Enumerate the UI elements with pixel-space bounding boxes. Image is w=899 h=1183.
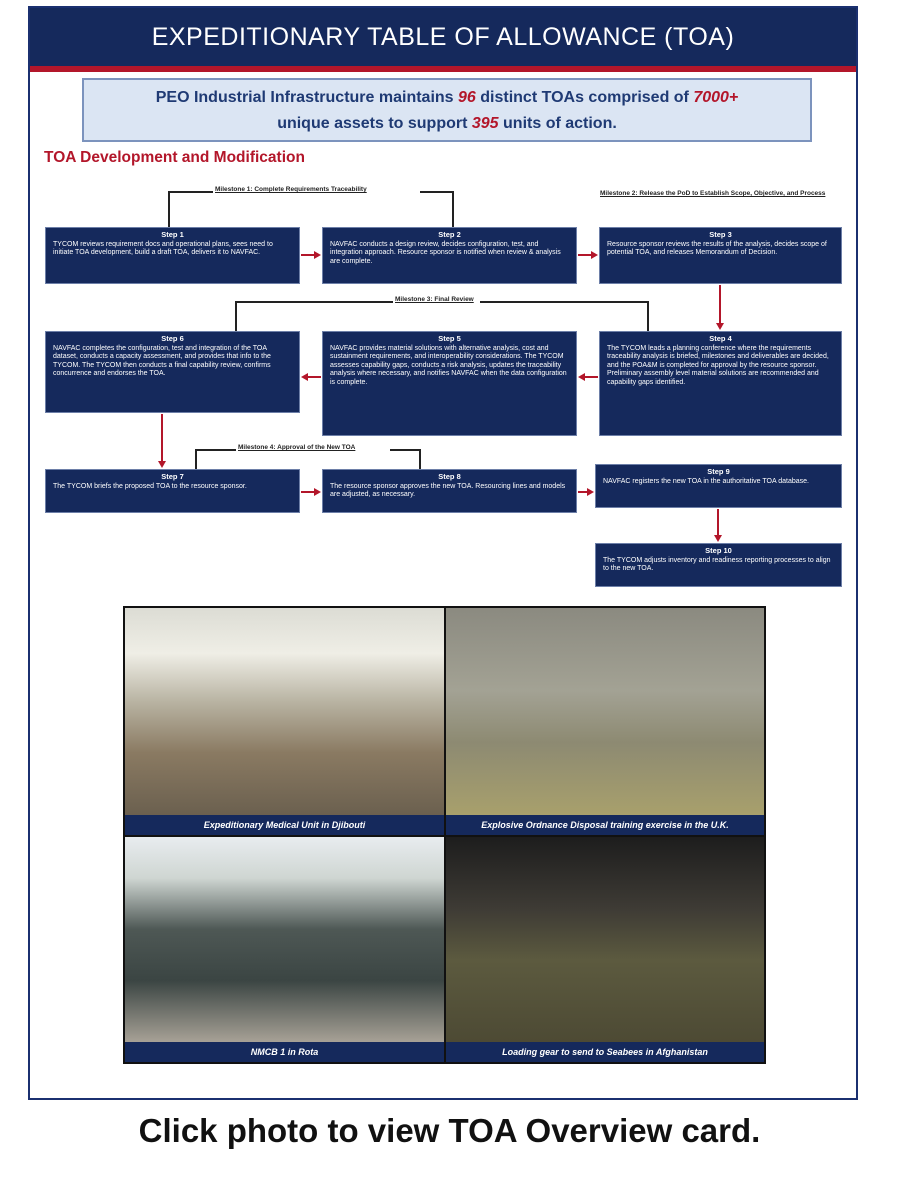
photo-eod-training[interactable] bbox=[446, 608, 764, 835]
arrow-1-2-shaft bbox=[301, 254, 315, 256]
photo-loading-gear[interactable] bbox=[446, 837, 764, 1062]
photo-caption: NMCB 1 in Rota bbox=[125, 1042, 444, 1062]
summary-text-1: PEO Industrial Infrastructure maintains bbox=[155, 89, 459, 106]
milestone-4-bracket-right bbox=[390, 449, 420, 451]
header-divider bbox=[30, 66, 856, 72]
milestone-4-bracket-stem-right bbox=[419, 449, 421, 469]
arrow-down-icon bbox=[714, 535, 722, 542]
photo-medical-unit[interactable] bbox=[125, 608, 444, 835]
header-title: EXPEDITIONARY TABLE OF ALLOWANCE (TOA) bbox=[30, 8, 856, 66]
arrow-4-5-shaft bbox=[585, 376, 598, 378]
unit-count: 395 bbox=[471, 115, 499, 132]
step-5-title: Step 5 bbox=[438, 334, 461, 343]
step-9-box bbox=[595, 464, 842, 508]
milestone-2-label: Milestone 2: Release the PoD to Establish Scope, Objective, and Process bbox=[600, 190, 826, 197]
milestone-3-bracket-stem-right bbox=[647, 301, 649, 331]
step-2-box bbox=[322, 227, 577, 284]
milestone-1-bracket-stem-left bbox=[168, 191, 170, 227]
arrow-down-icon bbox=[158, 461, 166, 468]
step-9-title: Step 9 bbox=[707, 467, 730, 476]
arrow-7-8-shaft bbox=[301, 491, 315, 493]
photo-caption: Loading gear to send to Seabees in Afghanistan bbox=[446, 1042, 764, 1062]
step-4-title: Step 4 bbox=[709, 334, 732, 343]
photo-grid[interactable] bbox=[123, 606, 766, 1064]
arrow-right-icon bbox=[314, 488, 321, 496]
photo-caption: Expeditionary Medical Unit in Djibouti bbox=[125, 815, 444, 835]
milestone-4-label: Milestone 4: Approval of the New TOA bbox=[238, 444, 356, 451]
photo-image[interactable] bbox=[446, 608, 764, 815]
step-7-box bbox=[45, 469, 300, 513]
milestone-4-bracket-stem-left bbox=[195, 449, 197, 469]
step-8-title: Step 8 bbox=[438, 472, 461, 481]
step-1-text: TYCOM reviews requirement docs and operational plans, sees need to initiate TOA development, build a draft TOA, delivers it to NAVFAC. bbox=[53, 240, 273, 257]
step-7-text: The TYCOM briefs the proposed TOA to the resource sponsor. bbox=[53, 482, 247, 490]
milestone-4-bracket-left bbox=[195, 449, 236, 451]
summary-line-2 bbox=[84, 111, 810, 137]
step-7-title: Step 7 bbox=[161, 472, 184, 481]
summary-text-4: units of action. bbox=[498, 115, 617, 132]
milestone-3-label: Milestone 3: Final Review bbox=[395, 296, 474, 303]
arrow-3-4-shaft bbox=[719, 285, 721, 324]
step-10-text: The TYCOM adjusts inventory and readiness reporting processes to align to the new TOA. bbox=[603, 556, 831, 573]
summary-line-1 bbox=[84, 85, 810, 111]
milestone-1-bracket-left bbox=[168, 191, 213, 193]
arrow-5-6-shaft bbox=[308, 376, 321, 378]
step-3-title: Step 3 bbox=[709, 230, 732, 239]
toa-count: 96 bbox=[458, 89, 476, 106]
footer-instruction: Click photo to view TOA Overview card. bbox=[138, 1112, 761, 1149]
step-2-text: NAVFAC conducts a design review, decides configuration, test, and integration approach. Resource sponsor is notified when review & analysis are complete. bbox=[330, 240, 561, 265]
photo-caption: Explosive Ordnance Disposal training exercise in the U.K. bbox=[446, 815, 764, 835]
photo-image[interactable] bbox=[125, 837, 444, 1042]
milestone-1-label: Milestone 1: Complete Requirements Traceability bbox=[215, 186, 367, 193]
photo-nmcb-rota[interactable] bbox=[125, 837, 444, 1062]
step-5-text: NAVFAC provides material solutions with alternative analysis, cost and sustainment requirements, and interoperability considerations. The TYCOM assesses capability gaps, conducts a risk analysis, updates the traceability analysis where necessary, and notifies NAVFAC when the data configuration is complete. bbox=[330, 344, 567, 386]
summary-text-3: unique assets to support bbox=[277, 115, 472, 132]
arrow-2-3-shaft bbox=[578, 254, 592, 256]
step-4-box bbox=[599, 331, 842, 436]
arrow-right-icon bbox=[591, 251, 598, 259]
photo-image[interactable] bbox=[125, 608, 444, 815]
arrow-right-icon bbox=[587, 488, 594, 496]
section-title: TOA Development and Modification bbox=[44, 149, 305, 166]
toa-overview-card[interactable] bbox=[28, 6, 858, 1100]
photo-image[interactable] bbox=[446, 837, 764, 1042]
arrow-left-icon bbox=[578, 373, 585, 381]
arrow-6-7-shaft bbox=[161, 414, 163, 462]
step-10-title: Step 10 bbox=[705, 546, 732, 555]
step-4-text: The TYCOM leads a planning conference where the requirements traceability analysis is briefed, milestones and deliverables are decided, and the POA&M is completed for approval by the resource sponsor. Preliminary assembly level material solutions are recommended and capability gaps identified. bbox=[607, 344, 829, 386]
step-6-text: NAVFAC completes the configuration, test and integration of the TOA dataset, conducts a capacity assessment, and provides that info to the TYCOM. The TYCOM then conducts a final capability review, confirms concurrence and endorses the TOA. bbox=[53, 344, 271, 378]
summary-box bbox=[82, 78, 812, 142]
step-8-text: The resource sponsor approves the new TOA. Resourcing lines and models are adjusted, as necessary. bbox=[330, 482, 566, 499]
step-9-text: NAVFAC registers the new TOA in the authoritative TOA database. bbox=[603, 477, 809, 485]
step-10-box bbox=[595, 543, 842, 587]
step-3-text: Resource sponsor reviews the results of the analysis, decides scope of potential TOA, and releases Memorandum of Decision. bbox=[607, 240, 827, 257]
milestone-3-bracket-stem-left bbox=[235, 301, 237, 331]
milestone-3-bracket-left bbox=[235, 301, 393, 303]
arrow-right-icon bbox=[314, 251, 321, 259]
milestone-1-bracket-right bbox=[420, 191, 453, 193]
milestone-3-bracket-right bbox=[480, 301, 648, 303]
arrow-9-10-shaft bbox=[717, 509, 719, 536]
step-6-box bbox=[45, 331, 300, 413]
step-8-box bbox=[322, 469, 577, 513]
milestone-1-bracket-stem-right bbox=[452, 191, 454, 227]
step-1-box bbox=[45, 227, 300, 284]
arrow-down-icon bbox=[716, 323, 724, 330]
step-6-title: Step 6 bbox=[161, 334, 184, 343]
arrow-left-icon bbox=[301, 373, 308, 381]
step-2-title: Step 2 bbox=[438, 230, 461, 239]
step-3-box bbox=[599, 227, 842, 284]
asset-count: 7000+ bbox=[693, 89, 739, 106]
summary-text-2: distinct TOAs comprised of bbox=[475, 89, 694, 106]
step-1-title: Step 1 bbox=[161, 230, 184, 239]
step-5-box bbox=[322, 331, 577, 436]
